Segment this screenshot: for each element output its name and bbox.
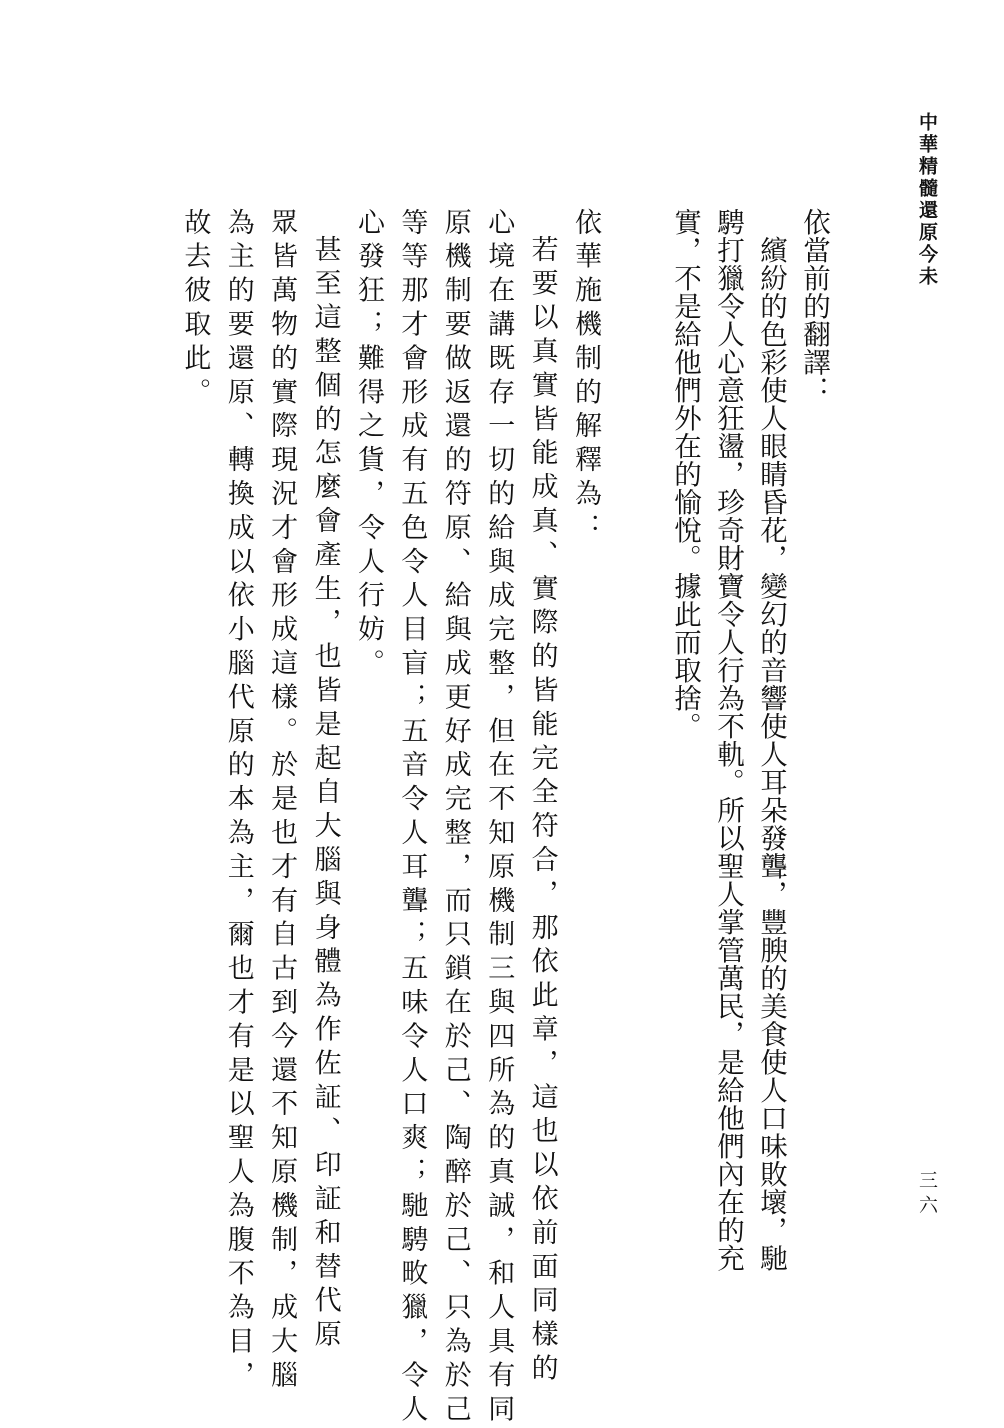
paragraph-line: 故去彼取此。 bbox=[179, 208, 211, 412]
explanation-section bbox=[179, 208, 607, 1428]
translation-line: 騁打獵令人心意狂盪，珍奇財寶令人行為不軌。所以聖人掌管萬民，是給他們內在的充 bbox=[712, 208, 744, 1272]
translation-heading: 依當前的翻譯： bbox=[798, 208, 830, 404]
paragraph-line: 心發狂；難得之貨，令人行妨。 bbox=[352, 208, 384, 683]
paragraph-line: 眾皆萬物的實際現況才會形成這樣。於是也才有自古到今還不知原機制，成大腦 bbox=[266, 208, 298, 1395]
paragraph-line: 若要以真實皆能成真、實際的皆能完全符合，那依此章，這也以依前面同樣的 bbox=[526, 235, 558, 1388]
translation-section bbox=[669, 208, 835, 1298]
paragraph-line: 為主的要還原、轉換成以依小腦代原的本為主，爾也才有是以聖人為腹不為目， bbox=[222, 208, 254, 1395]
paragraph-line: 甚至這整個的怎麼會產生，也皆是起自大腦與身體為作佐証、印証和替代原 bbox=[309, 235, 341, 1354]
translation-line: 繽紛的色彩使人眼睛昏花，變幻的音響使人耳朵發聾，豐腴的美食使人口味敗壞，馳 bbox=[755, 235, 787, 1272]
explanation-heading: 依華施機制的解釋為： bbox=[570, 208, 601, 547]
paragraph-line: 心境在講既存一切的給與成完整，但在不知原機制三與四所為的真誠，和人具有同 bbox=[483, 208, 515, 1428]
paragraph-line: 原機制要做返還的符原、給與成更好成完整，而只鎖在於己、陶醉於己、只為於己 bbox=[439, 208, 471, 1428]
paragraph-line: 等等那才會形成有五色令人目盲；五音令人耳聾；五味令人口爽；馳騁畋獵，令人 bbox=[396, 208, 428, 1428]
translation-line: 實，不是給他們外在的愉悅。據此而取捨。 bbox=[669, 208, 701, 740]
running-title: 中華精髓還原今未 bbox=[916, 112, 938, 288]
page-number: 三六 bbox=[916, 1170, 938, 1220]
